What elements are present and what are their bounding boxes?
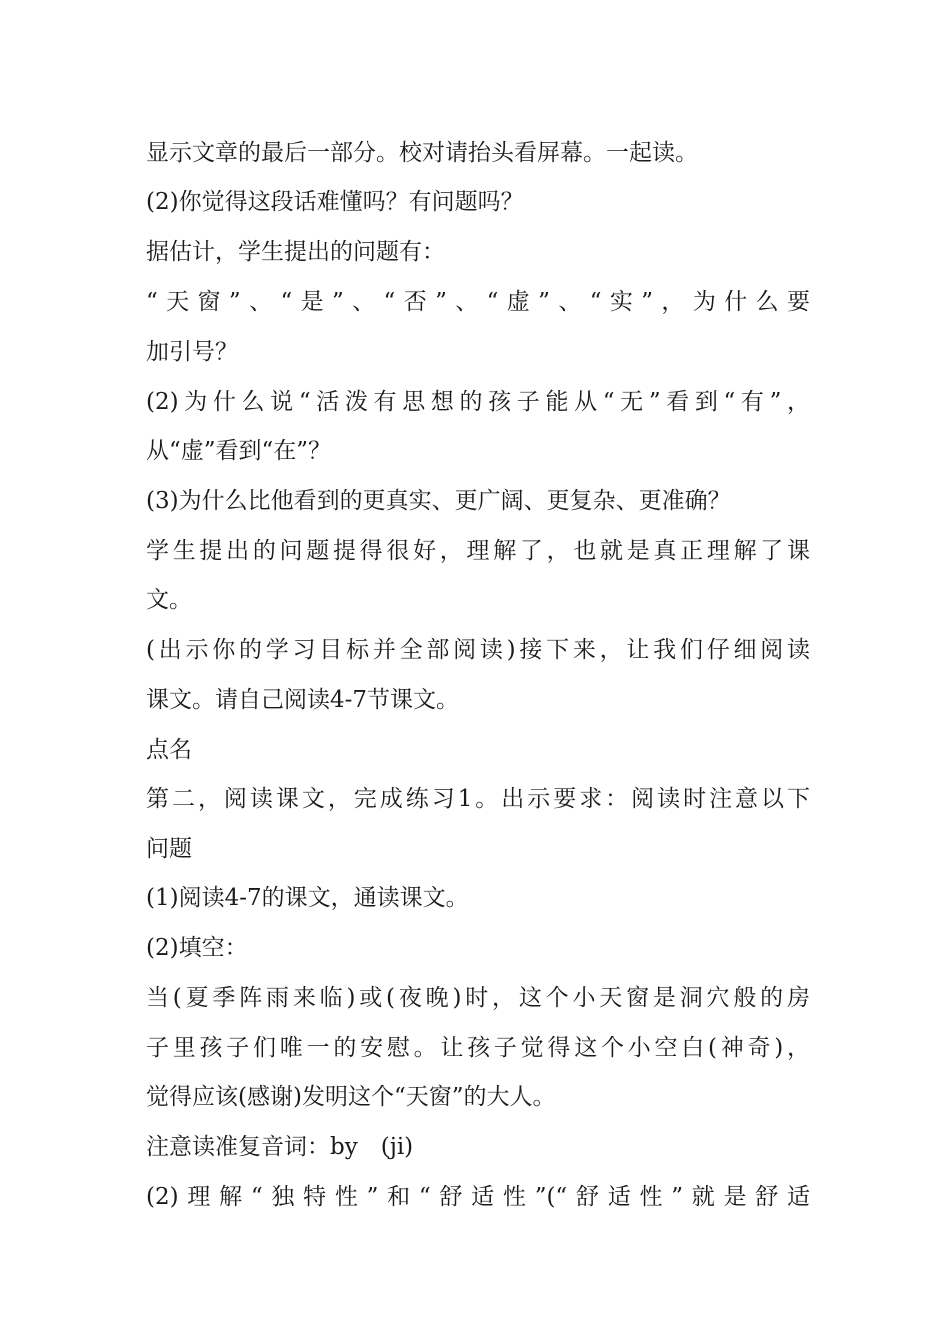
text-line: 子里孩子们唯一的安慰。让孩子觉得这个小空白(神奇)， — [146, 1035, 810, 1061]
text-line: “天窗”、“是”、“否”、“虚”、“实”，为什么要 — [146, 289, 810, 315]
text-line: (1)阅读4-7的课文，通读课文。 — [146, 885, 469, 911]
text-line: (2)为什么说“活泼有思想的孩子能从“无”看到“有”， — [146, 389, 810, 415]
text-line: 文。 — [146, 587, 192, 613]
text-line: (2)填空： — [146, 935, 248, 961]
text-line: 当(夏季阵雨来临)或(夜晚)时，这个小天窗是洞穴般的房 — [146, 985, 810, 1011]
text-line: 问题 — [146, 836, 192, 862]
text-line: 据估计，学生提出的问题有： — [146, 239, 445, 265]
text-line: 第二，阅读课文，完成练习1。出示要求：阅读时注意以下 — [146, 786, 810, 812]
text-line: 觉得应该(感谢)发明这个“天窗”的大人。 — [146, 1084, 556, 1110]
text-line: (出示你的学习目标并全部阅读)接下来，让我们仔细阅读 — [146, 637, 810, 663]
text-line: 课文。请自己阅读4-7节课文。 — [146, 687, 460, 713]
text-line: (2)理解“独特性”和“舒适性”(“舒适性”就是舒适 — [146, 1184, 810, 1210]
text-line: 注意读准复音词：by (ji) — [146, 1134, 414, 1160]
text-line: (2)你觉得这段话难懂吗？有问题吗？ — [146, 189, 524, 215]
text-line: 加引号？ — [146, 339, 238, 365]
text-line: 学生提出的问题提得很好，理解了，也就是真正理解了课 — [146, 538, 810, 564]
text-line: 显示文章的最后一部分。校对请抬头看屏幕。一起读。 — [146, 140, 698, 166]
text-line: (3)为什么比他看到的更真实、更广阔、更复杂、更准确？ — [146, 488, 731, 514]
text-line: 点名 — [146, 737, 192, 763]
text-line: 从“虚”看到“在”？ — [146, 438, 332, 464]
